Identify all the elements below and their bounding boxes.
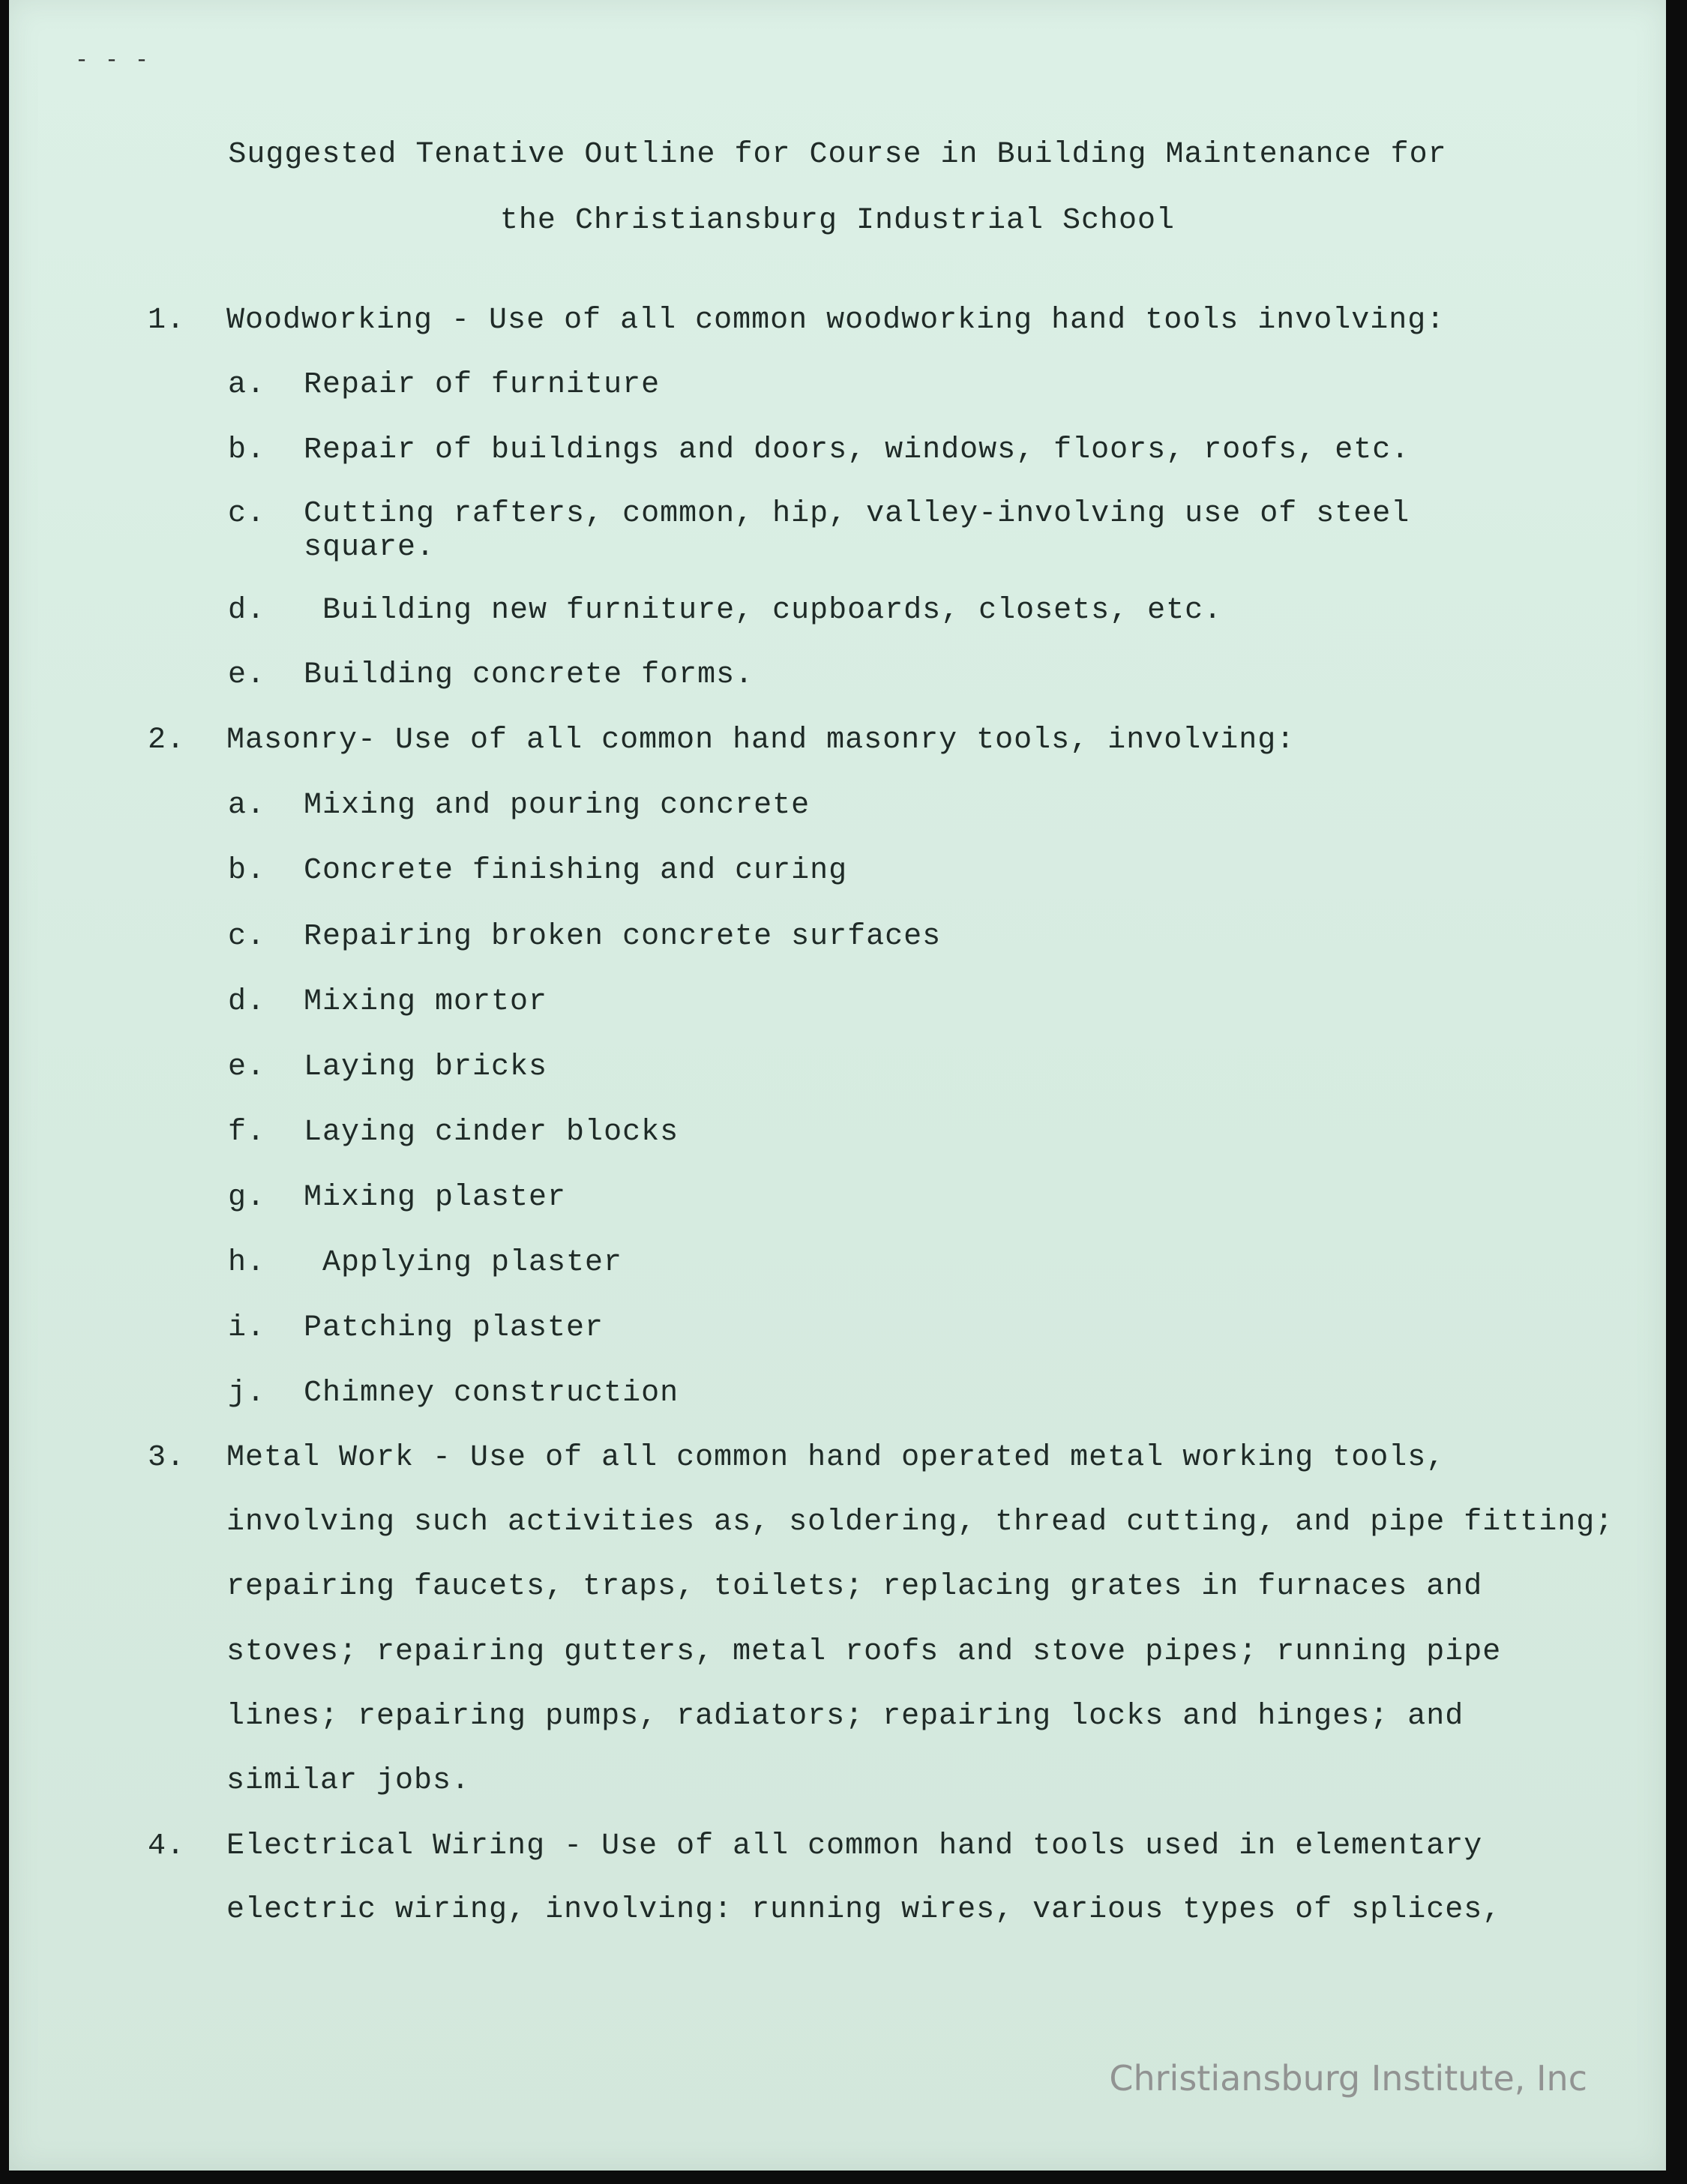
- item-2a-letter: a.: [228, 789, 266, 822]
- section-3-heading: Metal Work - Use of all common hand operated metal working tools,: [226, 1441, 1446, 1475]
- document-page: [9, 0, 1666, 2171]
- item-1b-letter: b.: [228, 433, 266, 467]
- section-4-number: 4.: [148, 1829, 186, 1863]
- item-2i-text: Patching plaster: [304, 1311, 604, 1345]
- watermark: Christiansburg Institute, Inc: [1109, 2058, 1587, 2099]
- section-3-line-5: similar jobs.: [226, 1764, 471, 1798]
- item-1b-text: Repair of buildings and doors, windows, floors, roofs, etc.: [304, 433, 1410, 467]
- item-1c-text-continued: square.: [304, 531, 436, 565]
- item-1e-letter: e.: [228, 658, 266, 692]
- item-1d-letter: d.: [228, 594, 266, 628]
- title-line-2: the Christiansburg Industrial School: [499, 204, 1176, 238]
- item-2e-text: Laying bricks: [304, 1050, 548, 1084]
- section-4-heading: Electrical Wiring - Use of all common hand tools used in elementary: [226, 1829, 1483, 1863]
- item-2c-text: Repairing broken concrete surfaces: [304, 920, 942, 954]
- section-3-line-3: stoves; repairing gutters, metal roofs and stove pipes; running pipe: [226, 1635, 1502, 1669]
- item-2f-text: Laying cinder blocks: [304, 1116, 679, 1149]
- item-1e-text: Building concrete forms.: [304, 658, 754, 692]
- item-2h-letter: h.: [228, 1246, 266, 1280]
- item-2j-text: Chimney construction: [304, 1377, 679, 1410]
- section-3-line-1: involving such activities as, soldering, thread cutting, and pipe fitting;: [226, 1505, 1614, 1539]
- item-2d-text: Mixing mortor: [304, 985, 548, 1019]
- section-2-heading: Masonry- Use of all common hand masonry tools, involving:: [226, 724, 1296, 757]
- item-1d-text: Building new furniture, cupboards, closets, etc.: [322, 594, 1223, 628]
- item-2j-letter: j.: [228, 1377, 266, 1410]
- item-2b-text: Concrete finishing and curing: [304, 854, 848, 888]
- item-1c-letter: c.: [228, 497, 266, 531]
- item-1a-text: Repair of furniture: [304, 368, 661, 402]
- item-2g-letter: g.: [228, 1181, 266, 1215]
- section-3-line-4: lines; repairing pumps, radiators; repairing locks and hinges; and: [226, 1700, 1464, 1733]
- section-1-number: 1.: [148, 304, 186, 337]
- section-3-line-2: repairing faucets, traps, toilets; replacing grates in furnaces and: [226, 1570, 1483, 1604]
- item-2g-text: Mixing plaster: [304, 1181, 567, 1215]
- item-2c-letter: c.: [228, 920, 266, 954]
- section-2-number: 2.: [148, 724, 186, 757]
- item-2f-letter: f.: [228, 1116, 266, 1149]
- item-2d-letter: d.: [228, 985, 266, 1019]
- item-2a-text: Mixing and pouring concrete: [304, 789, 811, 822]
- section-1-heading: Woodworking - Use of all common woodworking hand tools involving:: [226, 304, 1446, 337]
- item-2e-letter: e.: [228, 1050, 266, 1084]
- item-1c-text: Cutting rafters, common, hip, valley-involving use of steel: [304, 497, 1410, 531]
- section-4-line-1: electric wiring, involving: running wires, various types of splices,: [226, 1893, 1502, 1927]
- title-line-1: Suggested Tenative Outline for Course in Building Maintenance for: [228, 138, 1447, 172]
- corner-mark: - - -: [75, 48, 151, 73]
- item-2i-letter: i.: [228, 1311, 266, 1345]
- item-2h-text: Applying plaster: [322, 1246, 623, 1280]
- item-2b-letter: b.: [228, 854, 266, 888]
- section-3-number: 3.: [148, 1441, 186, 1475]
- item-1a-letter: a.: [228, 368, 266, 402]
